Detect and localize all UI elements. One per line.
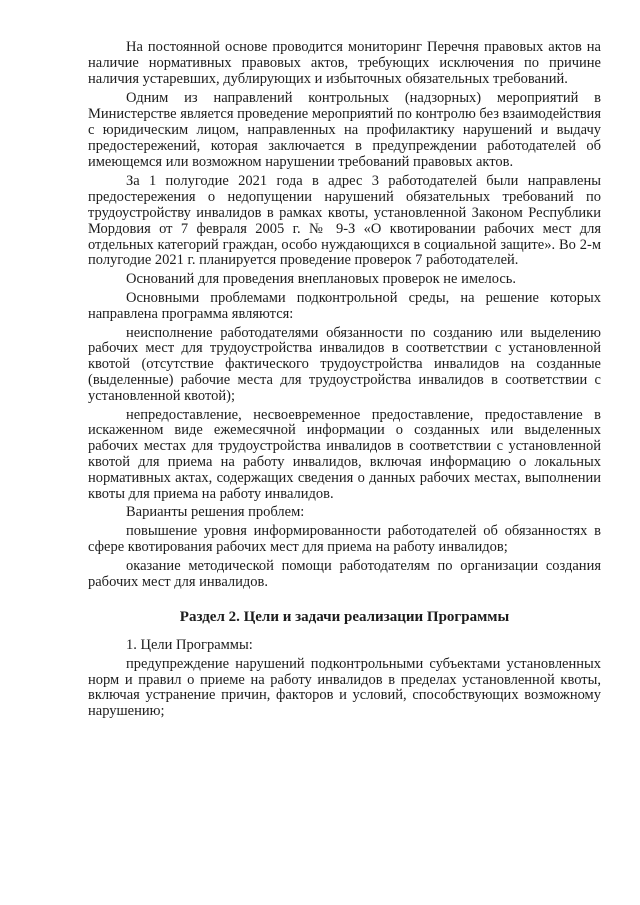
paragraph-problem-quota: неисполнение работодателями обязанности по созданию или выделению рабочих мест для трудоустройства инвалидов в соответствии с установленной квотой (отсутствие фактического трудоустройства инвалидов на созданные (выделенные) рабочие места для трудоустройства инвалидов в соответствии с установленной квотой); — [88, 324, 601, 404]
paragraph-main-problems: Основными проблемами подконтрольной среды, на решение которых направлена программа являются: — [88, 289, 601, 322]
paragraph-warnings-issued: За 1 полугодие 2021 года в адрес 3 работодателей были направлены предостережения о недопущении нарушений обязательных требований по трудоустройству инвалидов в рамках квоты, установленной Законом Республики Мордовия от 7 февраля 2005 г. № 9-З «О квотировании рабочих мест для отдельных категорий граждан, особо нуждающихся в социальной защите». Во 2-м полугодие 2021 г. планируется проведение проверок 7 работодателей. — [88, 173, 601, 269]
paragraph-no-inspections: Оснований для проведения внеплановых проверок не имелось. — [126, 271, 516, 288]
paragraph-goal-prevention: предупреждение нарушений подконтрольными субъектами установленных норм и правил о приеме на работу инвалидов в пределах установленной квоты, включая устранение причин, факторов и условий, способствующих возможному нарушению; — [88, 655, 601, 720]
paragraph-solution-awareness: повышение уровня информированности работодателей об обязанностях в сфере квотирования рабочих мест для приема на работу инвалидов; — [88, 523, 601, 555]
paragraph-control-measures: Одним из направлений контрольных (надзорных) мероприятий в Министерстве является проведение мероприятий по контролю без взаимодействия с юридическим лицом, направленных на профилактику нарушений и выдачу предостережений, которая заключается в предупреждении работодателей об имеющемся или возможном нарушении требований правовых актов. — [88, 90, 601, 170]
paragraph-solution-assistance: оказание методической помощи работодателям по организации создания рабочих мест для инвалидов. — [88, 557, 601, 590]
paragraph-problem-reporting: непредоставление, несвоевременное предоставление, предоставление в искаженном виде ежемесячной информации о созданных или выделенных рабочих местах для трудоустройства инвалидов в соответствии с установленной квотой для приема на работу инвалидов, включая информацию о локальных нормативных актах, содержащих сведения о данных рабочих местах, выполнении квоты для приема на работу инвалидов. — [88, 406, 601, 502]
section-heading: Раздел 2. Цели и задачи реализации Программы — [179, 609, 510, 626]
paragraph-monitoring: На постоянной основе проводится мониторинг Перечня правовых актов на наличие нормативных правовых актов, требующих исключения по причине наличия устаревших, дублирующих и избыточных обязательных требований. — [88, 39, 601, 87]
document-page — [88, 40, 601, 720]
paragraph-solutions-intro: Варианты решения проблем: — [126, 504, 305, 521]
subheading-goals: 1. Цели Программы: — [126, 637, 253, 654]
